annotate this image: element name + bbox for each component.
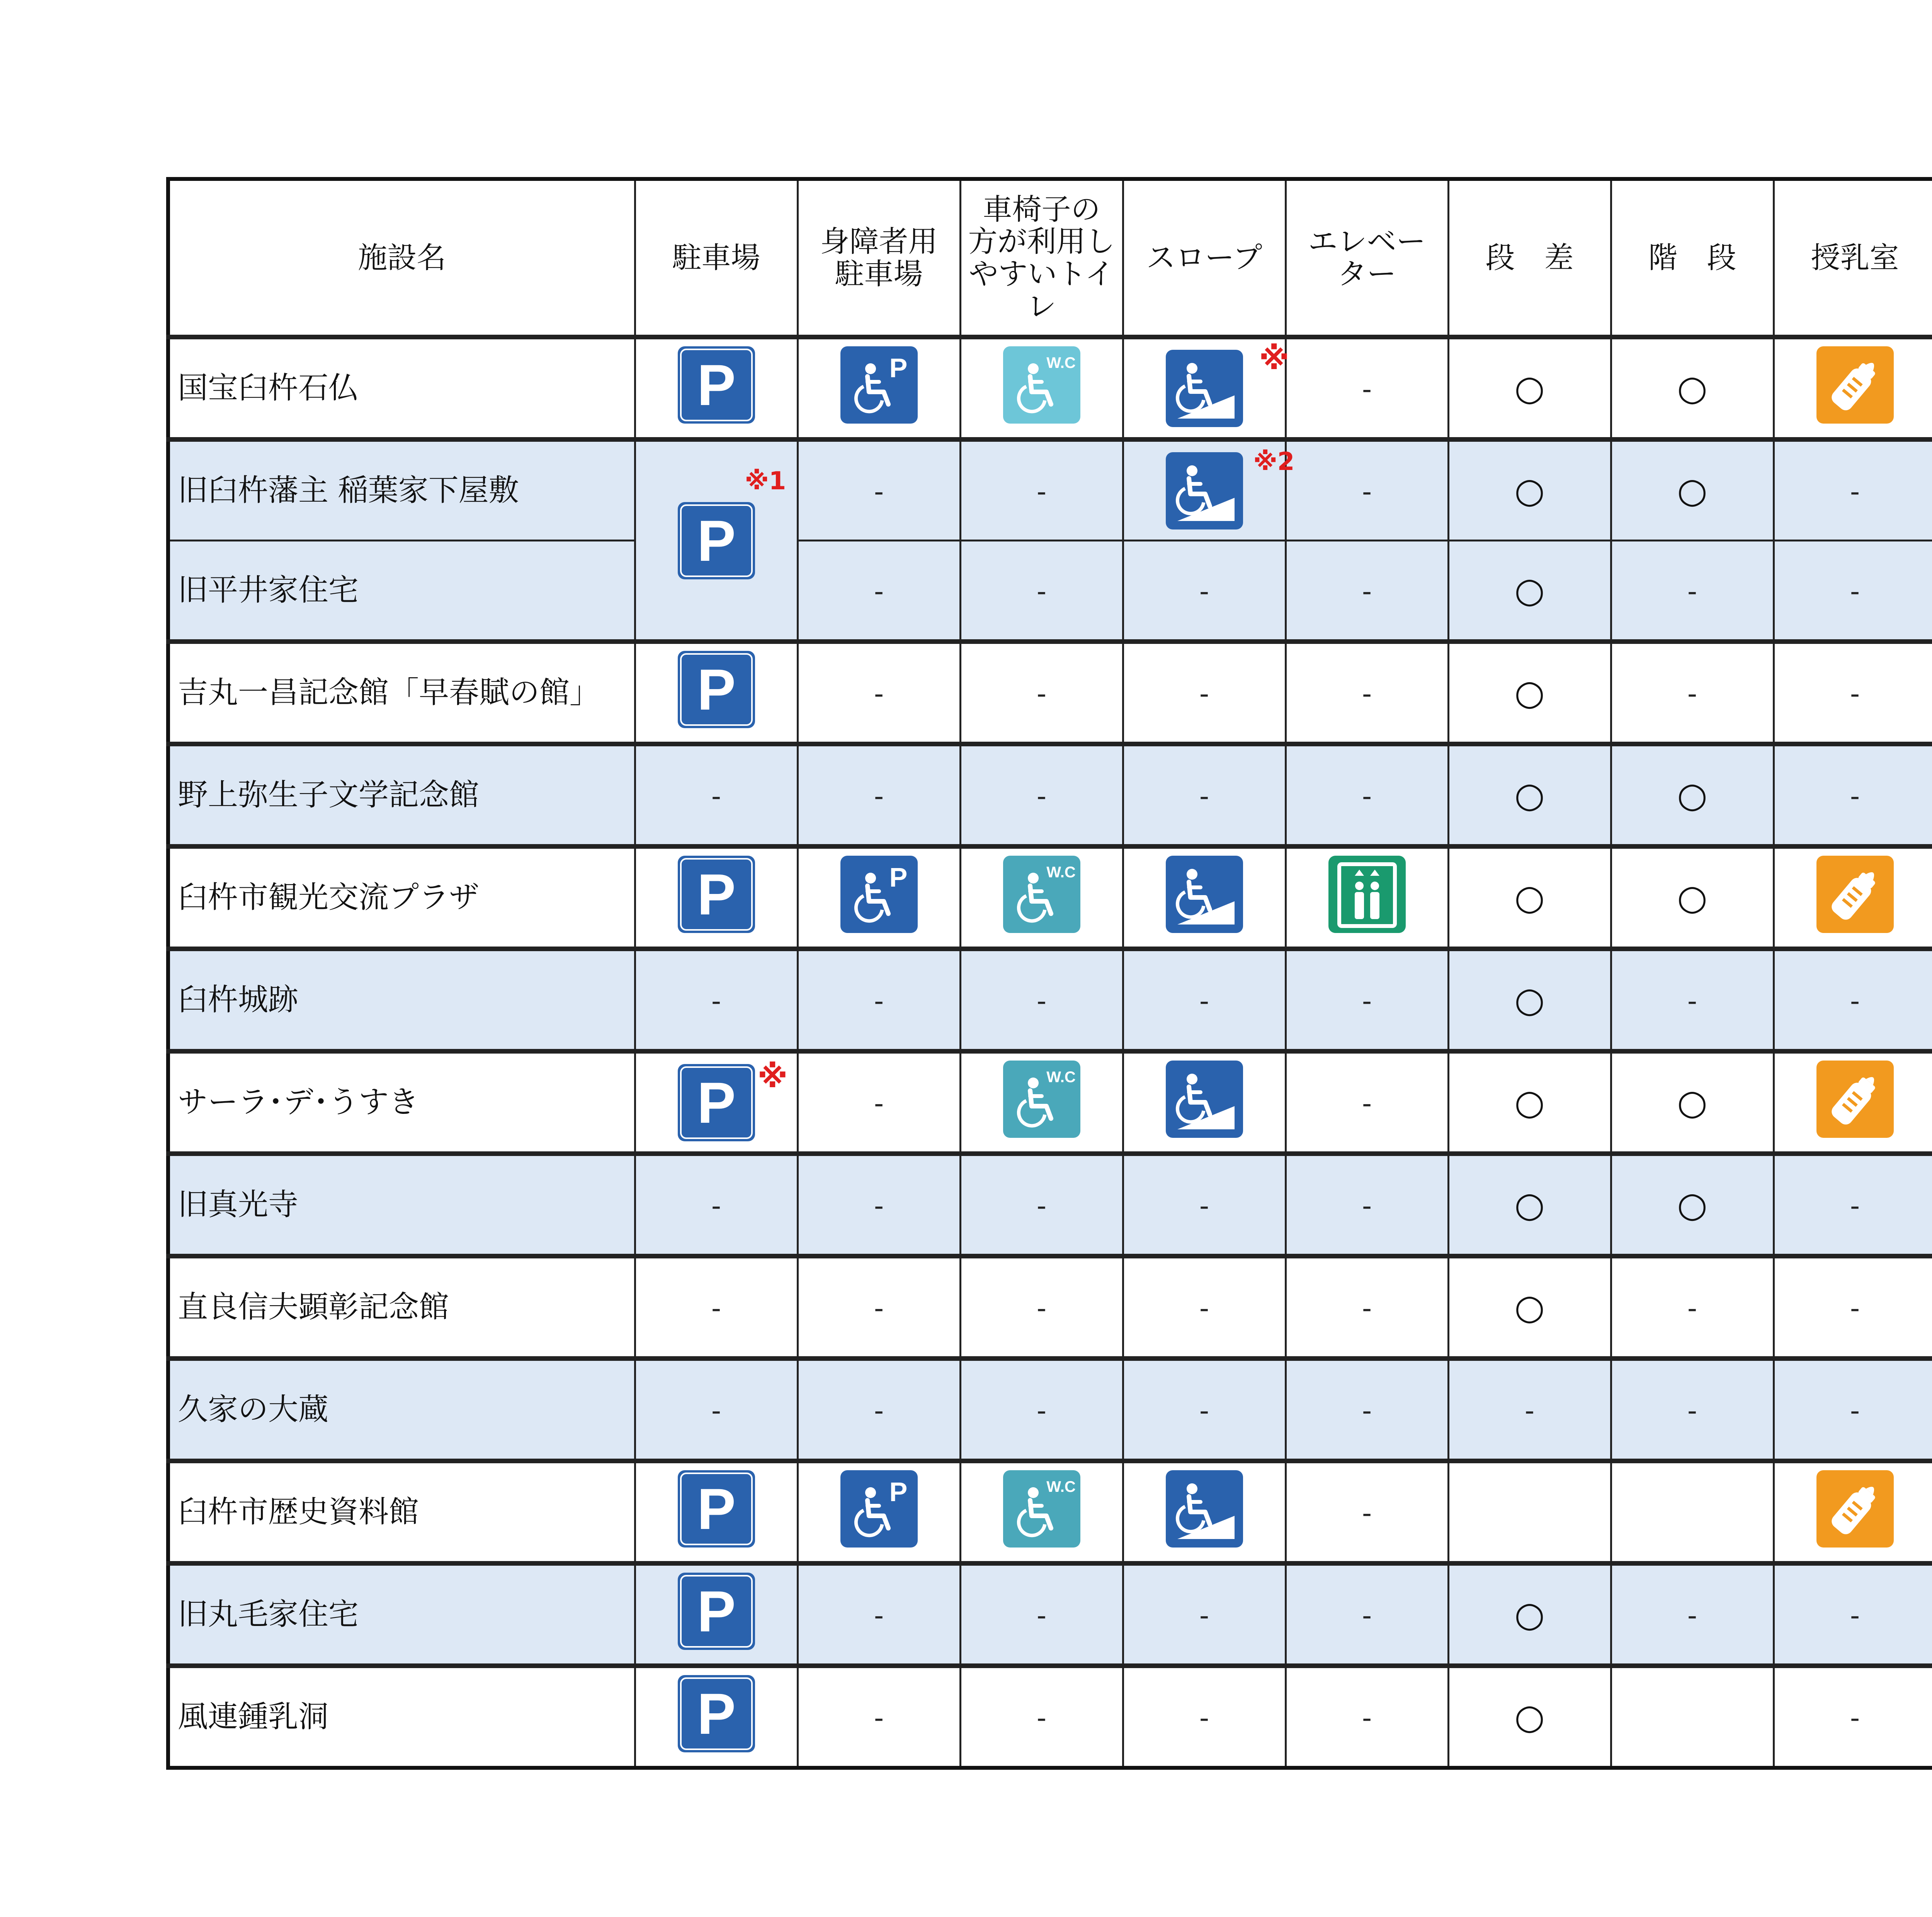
elevator-cell	[1286, 949, 1448, 1051]
dash: -	[1199, 1599, 1209, 1631]
nursing-cell	[1774, 1256, 1932, 1359]
dash: -	[1362, 1702, 1372, 1734]
parking-cell	[635, 1461, 798, 1563]
dash: -	[711, 1292, 721, 1324]
svg-text:P: P	[697, 861, 736, 927]
facility-name: サーラ･デ･うすき	[168, 1051, 635, 1154]
dash: -	[1850, 1190, 1860, 1222]
svg-text:W.C: W.C	[1046, 1478, 1076, 1495]
parking-icon	[678, 1675, 755, 1752]
svg-text:P: P	[697, 1070, 736, 1135]
parking-icon	[678, 651, 755, 728]
accessible-parking-icon	[840, 1470, 918, 1548]
facility-name: 国宝臼杵石仏	[168, 337, 635, 439]
parking-icon	[678, 1573, 755, 1650]
dash: -	[1036, 678, 1047, 710]
header-label: スロープ	[1146, 240, 1262, 275]
toilet-cell	[960, 1256, 1123, 1359]
slope-cell	[1123, 1666, 1286, 1768]
table-row	[168, 846, 1932, 949]
circle-mark: ○	[1514, 775, 1545, 815]
slope-cell	[1123, 1563, 1286, 1666]
slope-cell	[1123, 1154, 1286, 1256]
parking-icon	[678, 1064, 755, 1141]
svg-text:W.C: W.C	[1046, 354, 1076, 371]
table-row	[168, 1154, 1932, 1256]
circle-mark: ○	[1514, 570, 1545, 611]
nursing-bottle-icon	[1816, 1061, 1894, 1138]
dash: -	[1199, 678, 1209, 710]
stairs-cell	[1611, 1461, 1774, 1563]
stairs-cell	[1611, 949, 1774, 1051]
svg-text:P: P	[697, 657, 736, 722]
dash: -	[874, 1292, 884, 1324]
elevator-cell	[1286, 744, 1448, 846]
table-row	[168, 1256, 1932, 1359]
dash: -	[874, 678, 884, 710]
circle-mark: ○	[1677, 775, 1708, 815]
dash: -	[1036, 780, 1047, 812]
stairs-cell	[1611, 337, 1774, 439]
table-row	[168, 439, 1932, 541]
dash: -	[1362, 373, 1372, 405]
accessible-parking-cell	[798, 1461, 960, 1563]
slope-icon	[1166, 1470, 1243, 1548]
dash: -	[1850, 1599, 1860, 1631]
facility-name: 久家の大蔵	[168, 1359, 635, 1461]
dash: -	[1036, 1394, 1047, 1427]
nursing-cell	[1774, 541, 1932, 642]
slope-icon	[1166, 452, 1243, 529]
header-label: 階 段	[1648, 240, 1736, 275]
nursing-cell	[1774, 1461, 1932, 1563]
facility-name: 風連鍾乳洞	[168, 1666, 635, 1768]
accessible-toilet-icon	[1003, 856, 1080, 933]
elevator-cell	[1286, 1359, 1448, 1461]
step-cell	[1448, 1359, 1611, 1461]
nursing-bottle-icon	[1816, 346, 1894, 424]
dash: -	[1362, 1292, 1372, 1324]
step-cell	[1448, 439, 1611, 541]
table-row	[168, 642, 1932, 744]
parking-cell	[635, 949, 798, 1051]
header-row	[168, 179, 1932, 337]
stairs-cell	[1611, 439, 1774, 541]
dash: -	[1036, 985, 1047, 1017]
facility-accessibility-table	[166, 177, 1932, 1770]
note-mark: ※	[757, 1059, 788, 1095]
step-cell	[1448, 541, 1611, 642]
accessible-toilet-icon	[1003, 1061, 1080, 1138]
facility-name: 臼杵城跡	[168, 949, 635, 1051]
toilet-cell	[960, 744, 1123, 846]
dash: -	[1036, 575, 1047, 607]
dash: -	[1687, 1599, 1697, 1631]
slope-icon	[1166, 1061, 1243, 1138]
dash: -	[1362, 1394, 1372, 1427]
svg-text:P: P	[889, 1476, 907, 1507]
elevator-cell	[1286, 642, 1448, 744]
accessible-parking-cell	[798, 439, 960, 541]
circle-mark: ○	[1514, 672, 1545, 713]
dash: -	[1362, 985, 1372, 1017]
nursing-cell	[1774, 337, 1932, 439]
circle-mark: ○	[1514, 470, 1545, 511]
accessible-parking-cell	[798, 1359, 960, 1461]
slope-cell	[1123, 1359, 1286, 1461]
header-label: 駐車場	[672, 240, 760, 275]
dash: -	[1199, 1394, 1209, 1427]
elevator-cell	[1286, 1256, 1448, 1359]
stairs-cell	[1611, 846, 1774, 949]
note-mark: ※2	[1253, 448, 1295, 476]
header-accessible-parking	[798, 179, 960, 337]
step-cell	[1448, 1051, 1611, 1154]
parking-cell	[635, 744, 798, 846]
dash: -	[1687, 985, 1697, 1017]
header-label: 授乳室	[1811, 240, 1899, 275]
parking-cell	[635, 1256, 798, 1359]
dash: -	[1850, 1394, 1860, 1427]
svg-text:P: P	[697, 352, 736, 417]
circle-mark: ○	[1677, 470, 1708, 511]
header-nursing-room	[1774, 179, 1932, 337]
facility-name: 旧平井家住宅	[168, 541, 635, 642]
dash: -	[874, 575, 884, 607]
accessible-parking-icon	[840, 346, 918, 424]
dash: -	[1362, 780, 1372, 812]
parking-cell	[635, 337, 798, 439]
step-cell	[1448, 846, 1611, 949]
svg-text:P: P	[889, 862, 907, 892]
parking-icon	[678, 502, 755, 579]
step-cell	[1448, 949, 1611, 1051]
dash: -	[1850, 575, 1860, 607]
elevator-icon	[1328, 856, 1406, 933]
step-cell	[1448, 642, 1611, 744]
circle-mark: ○	[1514, 979, 1545, 1020]
dash: -	[1687, 575, 1697, 607]
slope-cell	[1123, 439, 1295, 541]
circle-mark: ○	[1677, 1184, 1708, 1225]
slope-cell	[1123, 642, 1286, 744]
dash: -	[874, 1190, 884, 1222]
dash: -	[1362, 678, 1372, 710]
parking-cell	[635, 1154, 798, 1256]
svg-text:P: P	[697, 1578, 736, 1644]
accessible-toilet-icon	[1003, 346, 1080, 424]
stairs-cell	[1611, 1666, 1774, 1768]
nursing-cell	[1774, 1563, 1932, 1666]
circle-mark: ○	[1514, 1184, 1545, 1225]
toilet-cell	[960, 949, 1123, 1051]
stairs-cell	[1611, 1256, 1774, 1359]
step-cell	[1448, 337, 1611, 439]
toilet-cell	[960, 1563, 1123, 1666]
step-cell	[1448, 1154, 1611, 1256]
elevator-cell	[1286, 439, 1448, 541]
dash: -	[1850, 1292, 1860, 1324]
dash: -	[874, 780, 884, 812]
nursing-cell	[1774, 744, 1932, 846]
slope-cell	[1123, 949, 1286, 1051]
nursing-cell	[1774, 846, 1932, 949]
circle-mark: ○	[1514, 1287, 1545, 1328]
toilet-cell	[960, 846, 1123, 949]
toilet-cell	[960, 1666, 1123, 1768]
accessible-parking-cell	[798, 1256, 960, 1359]
header-facility-name	[168, 179, 635, 337]
header-slope	[1123, 179, 1286, 337]
table-row	[168, 949, 1932, 1051]
toilet-cell	[960, 1359, 1123, 1461]
stairs-cell	[1611, 1563, 1774, 1666]
table-row	[168, 337, 1932, 439]
circle-mark: ○	[1514, 1594, 1545, 1635]
toilet-cell	[960, 439, 1123, 541]
dash: -	[1850, 780, 1860, 812]
dash: -	[1362, 475, 1372, 507]
nursing-bottle-icon	[1816, 1470, 1894, 1548]
table-row	[168, 1666, 1932, 1768]
elevator-cell	[1286, 541, 1448, 642]
step-cell	[1448, 1461, 1611, 1563]
slope-cell	[1123, 846, 1286, 949]
table-row	[168, 1051, 1932, 1154]
svg-text:P: P	[697, 508, 736, 573]
dash: -	[1850, 475, 1860, 507]
slope-icon	[1166, 350, 1243, 427]
accessible-parking-cell	[798, 1666, 960, 1768]
circle-mark: ○	[1514, 1082, 1545, 1123]
elevator-cell	[1286, 1461, 1448, 1563]
dash: -	[1036, 1599, 1047, 1631]
dash: -	[1036, 1190, 1047, 1222]
accessible-parking-cell	[798, 1051, 960, 1154]
accessible-parking-cell	[798, 1154, 960, 1256]
dash: -	[1524, 1394, 1535, 1427]
toilet-cell	[960, 1461, 1123, 1563]
dash: -	[1036, 1292, 1047, 1324]
facility-name: 臼杵市観光交流プラザ	[168, 846, 635, 949]
dash: -	[1036, 475, 1047, 507]
circle-mark: ○	[1514, 368, 1545, 409]
parking-icon	[678, 1470, 755, 1548]
step-cell	[1448, 1666, 1611, 1768]
facility-name: 直良信夫顕彰記念館	[168, 1256, 635, 1359]
dash: -	[1850, 985, 1860, 1017]
note-mark: ※1	[745, 467, 786, 495]
dash: -	[1850, 678, 1860, 710]
slope-cell	[1123, 1461, 1286, 1563]
nursing-cell	[1774, 642, 1932, 744]
parking-icon	[678, 856, 755, 933]
dash: -	[874, 1087, 884, 1119]
dash: -	[1199, 1292, 1209, 1324]
stairs-cell	[1611, 1051, 1774, 1154]
header-label: 施設名	[358, 240, 446, 275]
header-elevator	[1286, 179, 1448, 337]
dash: -	[874, 985, 884, 1017]
header-label: エレベー ター	[1308, 224, 1426, 291]
dash: -	[874, 1394, 884, 1427]
nursing-cell	[1774, 439, 1932, 541]
stairs-cell	[1611, 541, 1774, 642]
toilet-cell	[960, 642, 1123, 744]
parking-cell	[635, 642, 798, 744]
note-mark: ※	[1259, 340, 1289, 376]
accessible-parking-cell	[798, 642, 960, 744]
dash: -	[1687, 1292, 1697, 1324]
parking-cell	[635, 1051, 798, 1154]
slope-cell	[1123, 337, 1289, 439]
dash: -	[711, 1190, 721, 1222]
dash: -	[1199, 1190, 1209, 1222]
dash: -	[1687, 1394, 1697, 1427]
dash: -	[1036, 1702, 1047, 1734]
table-row	[168, 744, 1932, 846]
nursing-cell	[1774, 1051, 1932, 1154]
step-cell	[1448, 744, 1611, 846]
table-row	[168, 1563, 1932, 1666]
facility-name: 旧丸毛家住宅	[168, 1563, 635, 1666]
toilet-cell	[960, 1154, 1123, 1256]
dash: -	[1687, 678, 1697, 710]
circle-mark: ○	[1677, 877, 1708, 918]
dash: -	[1362, 575, 1372, 607]
nursing-cell	[1774, 949, 1932, 1051]
header-label: 段 差	[1485, 240, 1574, 275]
accessible-parking-cell	[798, 1563, 960, 1666]
elevator-cell	[1286, 1154, 1448, 1256]
facility-name: 野上弥生子文学記念館	[168, 744, 635, 846]
circle-mark: ○	[1677, 368, 1708, 409]
elevator-cell	[1286, 1563, 1448, 1666]
elevator-cell	[1286, 337, 1448, 439]
circle-mark: ○	[1514, 877, 1545, 918]
toilet-cell	[960, 541, 1123, 642]
accessible-parking-icon	[840, 856, 918, 933]
dash: -	[874, 1702, 884, 1734]
facility-name: 臼杵市歴史資料館	[168, 1461, 635, 1563]
header-parking	[635, 179, 798, 337]
dash: -	[1362, 1599, 1372, 1631]
dash: -	[1199, 1702, 1209, 1734]
svg-text:W.C: W.C	[1046, 863, 1076, 881]
accessible-parking-cell	[798, 744, 960, 846]
svg-text:P: P	[697, 1476, 736, 1541]
stairs-cell	[1611, 744, 1774, 846]
svg-text:P: P	[889, 352, 907, 383]
dash: -	[1199, 575, 1209, 607]
slope-cell	[1123, 1256, 1286, 1359]
parking-cell	[635, 1563, 798, 1666]
stairs-cell	[1611, 642, 1774, 744]
svg-text:P: P	[697, 1681, 736, 1746]
dash: -	[1850, 1702, 1860, 1734]
toilet-cell	[960, 337, 1123, 439]
header-step	[1448, 179, 1611, 337]
facility-name: 吉丸一昌記念館「早春賦の館」	[168, 642, 635, 744]
slope-cell	[1123, 541, 1286, 642]
parking-cell	[635, 1666, 798, 1768]
parking-cell	[635, 439, 798, 642]
elevator-cell	[1286, 1051, 1448, 1154]
step-cell	[1448, 1563, 1611, 1666]
nursing-cell	[1774, 1154, 1932, 1256]
table-row	[168, 1359, 1932, 1461]
nursing-cell	[1774, 1359, 1932, 1461]
elevator-cell	[1286, 846, 1448, 949]
header-accessible-toilet	[960, 179, 1123, 337]
circle-mark: ○	[1677, 1082, 1708, 1123]
accessible-parking-cell	[798, 846, 960, 949]
elevator-cell	[1286, 1666, 1448, 1768]
parking-icon	[678, 346, 755, 424]
toilet-cell	[960, 1051, 1123, 1154]
table-row	[168, 541, 1932, 642]
parking-cell	[635, 846, 798, 949]
nursing-cell	[1774, 1666, 1932, 1768]
circle-mark: ○	[1514, 1696, 1545, 1737]
dash: -	[1199, 985, 1209, 1017]
dash: -	[711, 780, 721, 812]
svg-text:W.C: W.C	[1046, 1068, 1076, 1086]
header-stairs	[1611, 179, 1774, 337]
nursing-bottle-icon	[1816, 856, 1894, 933]
dash: -	[711, 1394, 721, 1427]
dash: -	[1362, 1190, 1372, 1222]
accessible-parking-cell	[798, 541, 960, 642]
accessible-parking-cell	[798, 949, 960, 1051]
slope-cell	[1123, 1051, 1286, 1154]
header-label: 車椅子の 方が利用し やすいトイ レ	[968, 192, 1115, 323]
dash: -	[874, 1599, 884, 1631]
header-label: 身障者用 駐車場	[820, 224, 938, 291]
slope-icon	[1166, 856, 1243, 933]
dash: -	[711, 985, 721, 1017]
accessible-parking-cell	[798, 337, 960, 439]
dash: -	[1362, 1497, 1372, 1529]
step-cell	[1448, 1256, 1611, 1359]
dash: -	[1362, 1087, 1372, 1119]
stairs-cell	[1611, 1154, 1774, 1256]
slope-cell	[1123, 744, 1286, 846]
stairs-cell	[1611, 1359, 1774, 1461]
facility-name: 旧真光寺	[168, 1154, 635, 1256]
dash: -	[1199, 780, 1209, 812]
table-row	[168, 1461, 1932, 1563]
facility-name: 旧臼杵藩主 稲葉家下屋敷	[168, 439, 635, 541]
accessible-toilet-icon	[1003, 1470, 1080, 1548]
parking-cell	[635, 1359, 798, 1461]
dash: -	[874, 475, 884, 507]
